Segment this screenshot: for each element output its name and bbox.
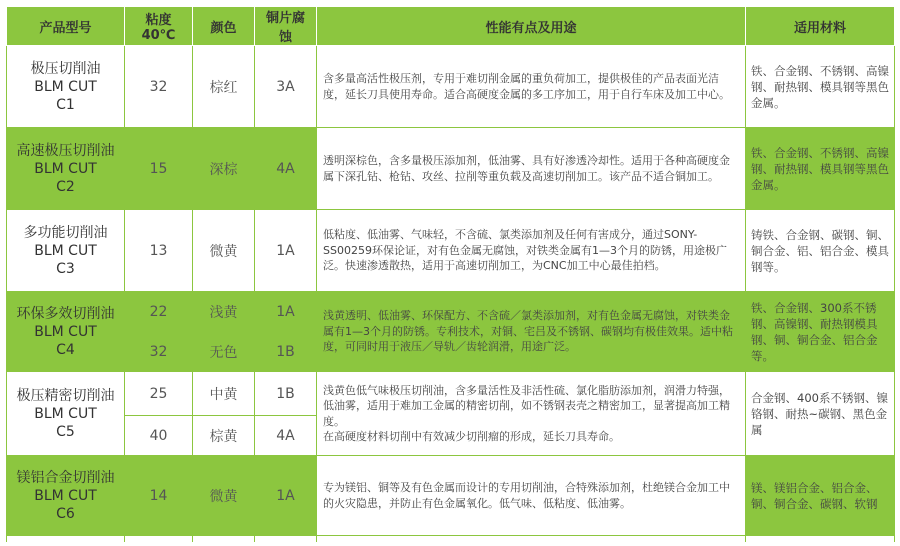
header-materials: 适用材料 — [746, 7, 895, 46]
color-cell: 微黄 — [193, 456, 255, 536]
color-cell: 中黄 — [193, 372, 255, 416]
table-row-partial — [7, 536, 895, 543]
description-cell: 含多量高活性极压剂，专用于难切削金属的重负荷加工，提供极佳的产品表面光洁度，延长刀具使用寿命。适合高硬度金属的多工序加工，用于自行车床及加工中心。 — [317, 46, 746, 128]
materials-cell: 铁、合金钢、不锈钢、高镍钢、耐热钢、模具钢等黑色金属。 — [746, 46, 895, 128]
viscosity-cell: 32 — [125, 46, 193, 128]
corrosion-cell: 1A — [255, 456, 317, 536]
header-corrosion: 铜片腐蚀 — [255, 7, 317, 46]
color-cell: 棕红 — [193, 46, 255, 128]
description-cell: 浅黄透明、低油雾、环保配方、不含硫／氯类添加剂，对有色金属无腐蚀，对铁类金属有1—3个月的防锈。专利技术，对铜、宅吕及不锈钢、碳钢均有极佳效果。适中粘度，可同时用于液压／导轨／齿轮润滑，用途广泛。 — [317, 292, 746, 372]
corrosion-cell: 4A — [255, 416, 317, 456]
color-cell: 棕黄 — [193, 416, 255, 456]
product-name: 多功能切削油 BLM CUT C3 — [7, 210, 125, 292]
header-color: 颜色 — [193, 7, 255, 46]
product-table — [6, 6, 895, 542]
description-cell: 专为镁铝、铜等及有色金属而设计的专用切削油，合特殊添加剂，杜绝镁合金加工中的火灾隐患，并防止有色金属氧化。低气味、低粘度、低油雾。 — [317, 456, 746, 536]
color-cell: 无色 — [193, 332, 255, 372]
corrosion-cell: 4A — [255, 128, 317, 210]
corrosion-cell: 1B — [255, 372, 317, 416]
viscosity-cell: 15 — [125, 128, 193, 210]
materials-cell: 镁、镁铝合金、铝合金、铜、铜合金、碳钢、软钢 — [746, 456, 895, 536]
viscosity-cell: 40 — [125, 416, 193, 456]
header-performance: 性能有点及用途 — [317, 7, 746, 46]
product-name: 镁铝合金切削油 BLM CUT C6 — [7, 456, 125, 536]
materials-cell: 铸铁、合金钢、碳钢、铜、铜合金、铝、铝合金、模具钢等。 — [746, 210, 895, 292]
materials-cell: 铁、合金钢、300系不锈钢、高镍钢、耐热钢模具钢、铜、铜合金、铝合金等。 — [746, 292, 895, 372]
table-row — [7, 46, 895, 128]
viscosity-cell: 32 — [125, 332, 193, 372]
product-name: 极压精密切削油 BLM CUT C5 — [7, 372, 125, 456]
product-name: 高速极压切削油 BLM CUT C2 — [7, 128, 125, 210]
product-name: 极压切削油 BLM CUT C1 — [7, 46, 125, 128]
table-row — [7, 210, 895, 292]
viscosity-cell: 14 — [125, 456, 193, 536]
table-row — [7, 128, 895, 210]
header-model: 产品型号 — [7, 7, 125, 46]
table-row — [7, 372, 895, 416]
corrosion-cell: 1A — [255, 292, 317, 332]
header-viscosity: 粘度40℃ — [125, 7, 193, 46]
color-cell: 浅黄 — [193, 292, 255, 332]
viscosity-cell: 25 — [125, 372, 193, 416]
corrosion-cell: 1A — [255, 210, 317, 292]
viscosity-cell: 13 — [125, 210, 193, 292]
description-cell: 低粘度、低油雾、气味轻，不含硫、氯类添加剂及任何有害成分，通过SONY-SS00259环保论证，对有色金属无腐蚀，对铁类金属有1—3个月的防锈，用途极广泛。快速渗透散热，适用于高速切削加工，为CNC加工中心最佳拍档。 — [317, 210, 746, 292]
materials-cell: 合金钢、400系不锈钢、镍铬钢、耐热~碳钢、黑色金属 — [746, 372, 895, 456]
table-row — [7, 456, 895, 536]
description-cell: 浅黄色低气味极压切削油，含多量活性及非活性硫、氯化脂肪添加剂，润滑力特强，低油雾，适用于难加工金属的精密切削，如不锈钢表壳之精密加工，显著提高加工精度。 在高硬度材料切削中有效减少切削瘤的形成，延长刀具寿命。 — [317, 372, 746, 456]
materials-cell: 铁、合金钢、不锈钢、高镍钢、耐热钢、模具钢等黑色金属。 — [746, 128, 895, 210]
corrosion-cell: 1B — [255, 332, 317, 372]
color-cell: 微黄 — [193, 210, 255, 292]
product-name: 环保多效切削油 BLM CUT C4 — [7, 292, 125, 372]
corrosion-cell: 3A — [255, 46, 317, 128]
color-cell: 深棕 — [193, 128, 255, 210]
header-row — [7, 7, 895, 46]
description-cell: 透明深棕色，含多量极压添加剂，低油雾、具有好渗透冷却性。适用于各种高硬度金属下深孔钻、枪钻、攻丝、拉削等重负载及高速切削加工。该产品不适合铜加工。 — [317, 128, 746, 210]
viscosity-cell: 22 — [125, 292, 193, 332]
table-row — [7, 292, 895, 332]
